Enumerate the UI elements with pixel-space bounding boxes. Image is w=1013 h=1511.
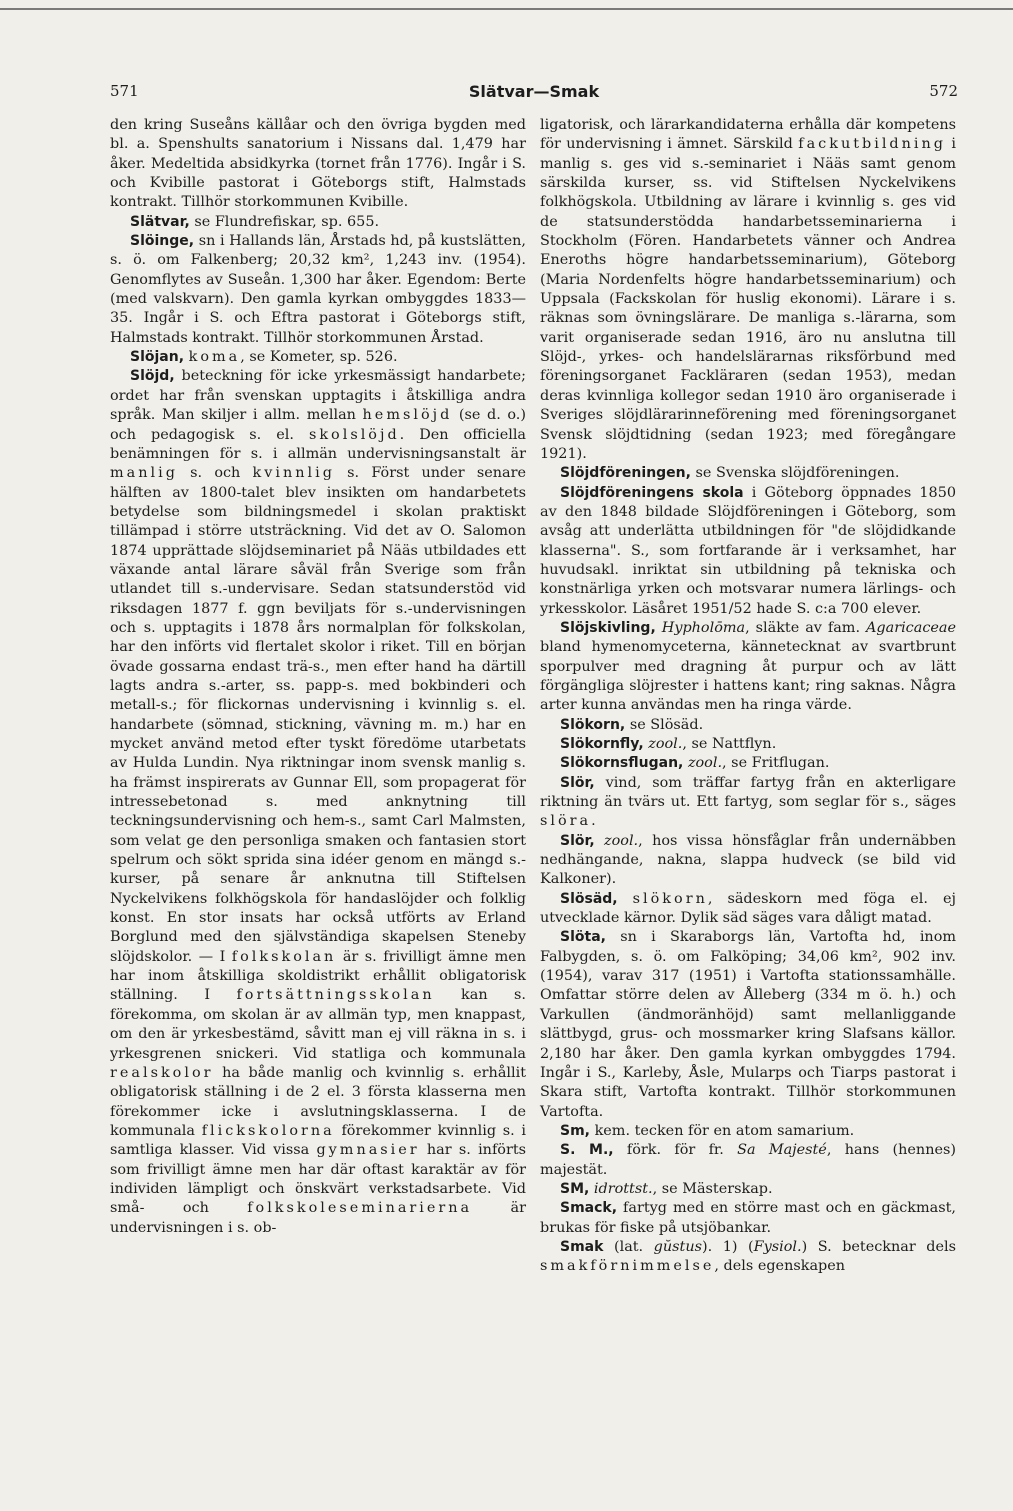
headword: Slöjan, — [130, 349, 185, 366]
entry-slojd: Slöjd, beteckning för icke yrkesmässigt handarbete; ordet har från svenskan upptagits i åtskilliga andra språk. Man skiljer i allm. mellan hemslöjd (se d. o.) och pedagogisk s. el. skolslöjd. Den officiella benämningen för s. i allmän undervisningsanstalt är manlig s. och kvinnlig s. Först under senare hälften av 1800-talet blev insikten om handarbetets betydelse som bildningsmedel i skolan praktiskt tillämpad i större utsträckning. Vid det av O. Salomon 1874 upprättade slöjdseminariet på Nääs utbildades ett växande antal lärare såväl från Sverige som från utlandet till s.-undervisare. Sedan statsunderstöd vid riksdagen 1877 f. ggn beviljats för s.-undervisningen och s. upptagits i 1878 års normalplan för folkskolan, har den införts vid flertalet skolor i riket. Till en början övade gossarna endast trä-s., men efter hand ha därtill lagts andra s.-arter, ss. papp-s. med bokbinderi och metall-s.; för flickornas undervisning i kvinnlig s. el. handarbete (sömnad, stickning, vävning m. m.) har en mycket använd metod efter tyskt föredöme utarbetats av Hulda Lundin. Nya riktningar inom svensk manlig s. ha främst inspirerats av Gunnar Ell, som propagerat för intressebetonad s. med anknytning till teckningsundervisning och hem-s., samt Carl Malmsten, som velat ge den personliga smaken och fantasien stort spelrum och sökt sprida sina idéer genom en mängd s.-kurser, på senare år anknutna till Stiftelsen Nyckelvikens folkhögskola för handaslöjder och folklig konst. En stor insats har också utförts av Erland Borglund med den självständiga skapelsen Steneby slöjdskolor. — I folkskolan är s. frivilligt ämne men har inom åtskilliga skoldistrikt erhållit obligatorisk ställning. I fortsättningsskolan kan s. förekomma, om skolan är av allmän typ, men knappast, om den är yrkesbestämd, såvitt man ej vill räkna in s. i yrkesgrenen snickeri. Vid statliga och kommunala realskolor ha både manlig och kvinnlig s. erhållit obligatorisk ställning i de 2 el. 3 första klasserna men förekommer icke i avslutningsklasserna. I de kommunala flickskolorna förekommer kvinnlig s. i samtliga klasser. Vid vissa gymnasier har s. införts som frivilligt ämne men har där oftast karaktär av för individen lämpligt och önskvärt verkstadsarbete. Vid små- och folkskoleseminarierna är undervisningen i s. ob- — [110, 368, 527, 1236]
continuation-paragraph: ligatorisk, och lärarkandidaterna erhålla där kompetens för undervisning i ämnet. Särskild fackutbildning i manlig s. ges vid s.-seminariet i Nääs samt genom särskilda kurser, ss. vid Stiftelsen Nyckelvikens folkhögskola. Utbildning av lärare i kvinnlig s. ges vid de statsunderstödda handarbetsseminarierna i Stockholm (Fören. Handarbetets vänner och Andrea Eneroths högre handarbetsseminarium), Göteborg (Maria Nordenfelts högre handarbetsseminarium) och Uppsala (Fackskolan för huslig ekonomi). Lärare i s. räknas som övningslärare. De manliga s.-lärarna, som varit organiserade sedan 1916, äro nu anslutna till Slöjd-, yrkes- och handelslärarnas riksförbund med föreningsorganet Fackläraren (sedan 1953), medan deras kvinnliga kollegor sedan 1910 äro organiserade i Sveriges slöjdlärarinneförening med föreningsorganet Svensk slöjdtidning (sedan 1923; med föregångare 1921). — [540, 117, 956, 462]
entry-s-m: S. M., förk. för fr. Sa Majesté, hans (hennes) majestät. — [540, 1142, 956, 1178]
headword: Sm, — [560, 1122, 590, 1139]
entry-smack: Smack, fartyg med en större mast och en gäckmast, brukas för fiske på utsjöbankar. — [540, 1200, 956, 1236]
top-rule — [0, 8, 1013, 10]
entry-sm-kem: Sm, kem. tecken för en atom samarium. — [560, 1122, 855, 1139]
headword: Slätvar, — [130, 213, 190, 230]
headword: Slöjdföreningen, — [560, 465, 691, 482]
entry-slojan: Slöjan, koma, se Kometer, sp. 526. — [130, 349, 398, 366]
page-header — [110, 82, 958, 106]
continuation-paragraph: den kring Suseåns källåar och den övriga bygden med bl. a. Spenshults sanatorium i Nissans dal. 1,479 har åker. Medeltida absidkyrka (tornet från 1776). Ingår i S. och Kvibille pastorat i Göteborgs stift, Halmstads kontrakt. Tillhör storkommunen Kvibille. — [110, 117, 526, 211]
headword: Smack, — [560, 1200, 618, 1217]
headword: SM, — [560, 1180, 590, 1197]
headword: Slör, — [560, 832, 595, 849]
headword: Slöjskivling, — [560, 619, 656, 636]
page-title: Slätvar—Smak — [468, 82, 600, 101]
headword: Slökorn, — [560, 716, 626, 733]
page-number-right: 572 — [929, 82, 958, 100]
headword: Smak — [560, 1238, 604, 1255]
entry-sloinge: Slöinge, sn i Hallands län, Årstads hd, på kustslätten, s. ö. om Falkenberg; 20,32 km², 1,243 inv. (1954). Genomflytes av Suseån. 1,300 har åker. Egendom: Berte (med valskvarn). Den gamla kyrkan ombyggdes 1833—35. Ingår i S. och Eftra pastorat i Göteborgs stift, Halmstads kontrakt. Tillhör storkommunen Årstad. — [110, 233, 526, 346]
left-column — [110, 116, 526, 1238]
headword: Slökornfly, — [560, 736, 644, 752]
entry-slor-vind: Slör, vind, som träffar fartyg från en akterligare riktning än tvärs ut. Ett fartyg, som seglar för s., säges slöra. — [540, 774, 956, 830]
headword: Slöinge, — [130, 233, 195, 250]
entry-slatvar: Slätvar, se Flundrefiskar, sp. 655. — [130, 213, 380, 230]
entry-slor-zool: Slör, zool., hos vissa hönsfåglar från undernäbben nedhängande, nakna, slappa hudveck (se bild vid Kalkoner). — [540, 832, 956, 888]
headword: Slör, — [560, 774, 595, 791]
entry-slota: Slöta, sn i Skaraborgs län, Vartofta hd, inom Falbygden, s. ö. om Falköping; 34,06 km², 902 inv. (1954), varav 317 (1951) i Vartofta stationssamhälle. Omfattar större delen av Ålleberg (334 m ö. h.) och Varkullen (ändmoränhöjd) samt mellanliggande slättbygd, grus- och mossmarker kring Slafsans källor. 2,180 har åker. Den gamla kyrkan ombyggdes 1794. Ingår i S., Karleby, Åsle, Mularps och Tiarps pastorat i Skara stift, Vartofta kontrakt. Tillhör storkommunen Vartofta. — [540, 929, 956, 1120]
entry-slokorn: Slökorn, se Slösäd. — [560, 716, 704, 733]
headword: Slöjd, — [130, 368, 175, 385]
headword: Slöta, — [560, 929, 606, 946]
entry-smak: Smak (lat. gŭstus). 1) (Fysiol.) S. betecknar dels smakförnimmelse, dels egenskapen — [540, 1238, 956, 1275]
entry-slokornfly: Slökornfly, zool., se Nattflyn. — [560, 736, 777, 752]
entry-slojdforeningens-skola: Slöjdföreningens skola i Göteborg öppnades 1850 av den 1848 bildade Slöjdföreningen i Göteborg, som avsåg att underlätta utbildningen för "de slöjdidkande klasserna". S., som fortfarande är i verksamhet, har huvudsakl. inriktat sin utbildning på tekniska och konstnärliga yrken och motsvarar numera lärlings- och yrkesskolor. Läsåret 1951/52 hade S. c:a 700 elever. — [540, 484, 957, 617]
entry-slojskivling: Slöjskivling, Hypholōma, släkte av fam. Agaricaceae bland hymenomyceterna, kännetecknat av svartbrunt sporpulver med dragning åt purpur och av lätt förgängliga slöjrester i hattens kant; ring saknas. Några arter kunna användas men ha ringa värde. — [540, 619, 956, 714]
headword: Slöjdföreningens skola — [560, 484, 744, 501]
entry-slojdforeningen: Slöjdföreningen, se Svenska slöjdföreningen. — [560, 465, 900, 482]
headword: S. M., — [560, 1142, 614, 1159]
right-column — [540, 116, 956, 1277]
entry-slosad: Slösäd, slökorn, sädeskorn med föga el. ej utvecklade kärnor. Dylik säd säges vara dåligt matad. — [540, 890, 956, 927]
headword: Slökornsflugan, — [560, 755, 684, 772]
headword: Slösäd, — [560, 890, 618, 907]
entry-slokornsflugan: Slökornsflugan, zool., se Fritflugan. — [560, 755, 830, 772]
entry-sm-idrott: SM, idrottst., se Mästerskap. — [560, 1180, 773, 1197]
page-number-left: 571 — [110, 82, 139, 100]
